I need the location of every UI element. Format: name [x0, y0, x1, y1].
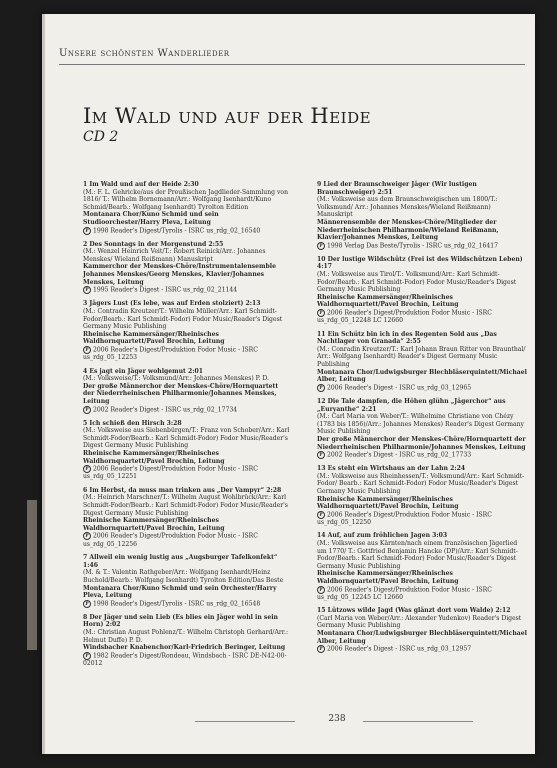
phonogram-icon: P — [317, 242, 325, 250]
track-title: 15 Lützows wilde Jagd (Was glänzt dort vom Walde) 2:12 — [317, 607, 511, 615]
track-credits: (M.: Volksweise aus Tirol/T.: Volksmund/Arr.: Karl Schmidt-Fodor/Bearb.: Karl Schmidt-Fodor) Fodor Music/Reader's Digest Germany Music Publishing — [317, 271, 517, 294]
track-entry — [83, 487, 291, 548]
track-performer: Rheinische Kammersänger/Rheinisches Waldhornquartett/Pavel Brochin, Leitung — [83, 330, 225, 346]
phonogram-icon: P — [83, 532, 91, 540]
page-number: 238 — [328, 714, 346, 724]
phonogram-icon: P — [83, 652, 91, 660]
track-release-text: 1995 Reader's Digest - ISRC us_rdg_02_21144 — [93, 286, 238, 294]
booklet-page — [42, 14, 535, 754]
cd-label: CD 2 — [83, 129, 119, 145]
track-release — [83, 346, 291, 362]
track-credits: (M.: Conradin Kreutzer/T.: Karl Johann Braun Ritter von Braunthal/ Arr.: Wolfgang Isenhardt) Reader's Digest Germany Music Publishing — [317, 345, 526, 369]
track-performer: Rheinische Kammersänger/Rheinisches Waldhornquartett/Pavel Brochin, Leitung — [83, 450, 225, 465]
track-performer: Der große Männerchor der Menskes-Chöre/Hornquartett der Niederrheinischen Philharmonie/Johannes Menskes, Leitung — [83, 382, 279, 405]
track-release-text: 2006 Reader's Digest/Produktion Fodor Music - ISRC us_rdg_05_12253 — [83, 346, 258, 361]
track-performer: Kammerchor der Menskes-Chöre/Instrumentalensemble Johannes Menskes/Georg Menskes, Klavier/Johannes Menskes, Leitung — [83, 263, 276, 286]
phonogram-icon: P — [83, 286, 91, 294]
track-release — [317, 586, 527, 602]
track-release — [317, 384, 527, 392]
track-credits: (M.: Volksweise aus Kärnten/nach einem französischen Jägerlied um 1770/ T.: Gottfried Benjamin Hancke (DP)/Arr.: Karl Schmidt-Fodor/Bearb.: Karl Schmidt-Fodor) Fodor Music/Reader's Digest Germany Music Publishing — [317, 540, 518, 570]
track-entry — [317, 607, 527, 653]
track-release — [317, 511, 527, 527]
track-release-text: 2006 Reader's Digest/Produktion Fodor Music - ISRC us_rdg_05_12256 — [83, 532, 258, 548]
track-entry — [83, 420, 291, 481]
track-column-left — [83, 181, 291, 673]
track-release — [83, 286, 291, 294]
track-entry — [317, 331, 527, 392]
track-entry — [83, 554, 291, 608]
track-performer: Montanara Chor/Ludwigsburger Blechbläserquintett/Michael Alber, Leitung — [317, 368, 527, 384]
track-performer: Rheinische Kammersänger/Rheinisches Waldhornquartett/Pavel Brochin, Leitung — [317, 293, 459, 309]
track-credits: (M.: Volksweise aus Rheinhessen/T.: Volksmund/Arr.: Karl Schmidt-Fodor/ Bearb.: Karl Schmidt-Fodor) Fodor Music/Reader's Digest Germany Music Publishing — [317, 472, 525, 495]
footer-rule-right — [363, 721, 473, 722]
track-entry — [83, 241, 291, 295]
track-entry — [317, 398, 527, 459]
track-credits: (M.: Volksweise aus Siebenbürgen/T.: Franz von Schober/Arr.: Karl Schmidt-Fodor/Bearb.: Karl Schmidt-Fodor) Fodor Music/Reader's Digest Germany Music Publishing — [83, 427, 290, 450]
track-credits: (Carl Maria von Weber/Arr.: Alexander Yudenkov) Reader's Digest Germany Music Publishing — [317, 614, 522, 630]
track-credits: (M.: Christian August Pohlenz/T.: Wilhelm Christoph Gerhard/Arr.: Helmut Duffe) P. D. — [83, 628, 289, 644]
track-performer: Windsbacher Knabenchor/Karl-Friedrich Beringer, Leitung — [83, 644, 286, 652]
track-release-text: 1998 Reader's Digest/Tyrolis - ISRC us_rdg_02_16540 — [93, 227, 261, 235]
track-release-text: 2002 Reader's Digest - ISRC us_rdg_02_17733 — [327, 451, 472, 459]
track-release-text: 2006 Reader's Digest/Produktion Fodor Music - ISRC us_rdg_05_12248 LC 12660 — [317, 309, 492, 325]
track-release — [317, 309, 527, 325]
bookmark-ribbon — [27, 500, 37, 650]
track-performer: Rheinische Kammersänger/Rheinisches Waldhornquartett/Pavel Brochin, Leitung — [317, 570, 459, 585]
track-entry — [83, 300, 291, 361]
track-performer: Montanara Chor/Kuno Schmid und sein Studioorchester/Harry Pleva, Leitung — [83, 211, 219, 226]
track-release — [317, 645, 527, 653]
phonogram-icon: P — [317, 451, 325, 459]
page-title: Im Wald und auf der Heide — [83, 104, 372, 128]
track-release — [83, 227, 291, 235]
track-performer: Der große Männerchor der Menskes-Chöre/Hornquartett der Niederrheinischen Philharmonie/Johannes Menskes, Leitung — [317, 435, 526, 451]
track-title: 2 Des Sonntags in der Morgenstund 2:55 — [83, 240, 224, 248]
track-entry — [83, 368, 291, 414]
track-entry — [83, 614, 291, 668]
track-entry — [317, 256, 527, 325]
track-credits: (M.: Wenzel Heinrich Veit/T.: Robert Reinick/Arr.: Johannes Menskes/ Wieland Reißmann) Manuskript — [83, 248, 266, 263]
track-credits: (M.: Volksweise aus dem Braunschweigischen um 1800/T.: Volksmund/ Arr.: Johannes Menskes/Wieland Reißmann) Manuskript — [317, 196, 498, 219]
phonogram-icon: P — [83, 346, 91, 354]
phonogram-icon: P — [317, 586, 325, 594]
track-release-text: 2002 Reader's Digest - ISRC us_rdg_02_17734 — [93, 406, 238, 414]
track-credits: (M.: Carl Maria von Weber/T.: Wilhelmine Christiane von Chézy (1783 bis 1856)/Arr.: Johannes Menskes) Reader's Digest Germany Music Publishing — [317, 413, 524, 436]
track-release-text: 1982 Reader's Digest/Rondeau, Windsbach - ISRC DE-N42-00-02012 — [83, 652, 287, 667]
track-title: 12 Die Tale dampfen, die Höhen glühn „Jägerchor“ aus „Euryanthe“ 2:21 — [317, 397, 506, 413]
track-release — [317, 451, 527, 459]
phonogram-icon: P — [317, 645, 325, 653]
track-credits: (M.: F. L. Gehricke/aus der Preußischen Jagdlieder-Sammlung von 1816/ T.: Wilhelm Bornemann/Arr.: Wolfgang Isenhardt/Kuno Schmid/Bearb.: Wolfgang Isenhardt) Tyrolton Edition — [83, 188, 289, 211]
header-rule — [59, 64, 525, 65]
track-title: 5 Ich schieß den Hirsch 3:28 — [83, 419, 182, 427]
track-title: 8 Der Jäger und sein Lieb (Es blies ein Jäger wohl in sein Horn) 2:02 — [83, 613, 278, 629]
track-title: 1 Im Wald und auf der Heide 2:30 — [83, 181, 199, 188]
track-performer: Männerensemble der Menskes-Chöre/Mitglieder der Niederrheinischen Philharmonie/Wieland Reißmann, Klavier/Johannes Menskes, Leitung — [317, 218, 499, 242]
track-title: 6 Im Herbst, da muss man trinken aus „Der Vampyr“ 2:28 — [83, 486, 282, 494]
track-title: 14 Auf, auf zum fröhlichen Jagen 3:03 — [317, 532, 448, 540]
phonogram-icon: P — [317, 384, 325, 392]
running-head: Unsere schönsten Wanderlieder — [59, 48, 230, 59]
track-release-text: 1998 Reader's Digest/Tyrolis - ISRC us_rdg_02_16548 — [93, 600, 261, 608]
phonogram-icon: P — [83, 406, 91, 414]
phonogram-icon: P — [317, 309, 325, 317]
track-performer: Montanara Chor/Kuno Schmid und sein Orchester/Harry Pleva, Leitung — [83, 584, 277, 600]
track-title: 10 Der lustige Wildschütz (Frei ist des Wildschützen Leben) 4:17 — [317, 255, 523, 271]
track-release-text: 2006 Reader's Digest/Produktion Fodor Music - ISRC us_rdg_05_12245 LC 12660 — [317, 586, 492, 601]
track-release — [83, 465, 291, 481]
track-release-text: 2006 Reader's Digest/Produktion Fodor Music - ISRC us_rdg_05_12250 — [317, 511, 492, 526]
footer-rule-left — [195, 721, 295, 722]
track-performer: Rheinische Kammersänger/Rheinisches Waldhornquartett/Pavel Brochin, Leitung — [317, 495, 459, 511]
track-release — [83, 532, 291, 548]
track-title: 7 Allweil ein wenig lustig aus „Augsburger Tafelkonfekt“ 1:46 — [83, 554, 278, 569]
track-title: 11 Ein Schütz bin ich in des Regenten Sold aus „Das Nachtlager von Granada“ 2:55 — [317, 330, 497, 346]
track-title: 4 Es jagt ein Jäger wohlgemut 2:01 — [83, 367, 203, 375]
phonogram-icon: P — [317, 511, 325, 519]
track-credits: (M.: Volksweise/T.: Volksmund/Arr.: Johannes Menskes) P. D. — [83, 375, 269, 383]
track-release-text: 1998 Verlag Das Beste/Tyrolis - ISRC us_rdg_02_16417 — [327, 242, 498, 250]
track-entry — [83, 181, 291, 235]
track-credits: (M.: Heinrich Marschner/T.: Wilhelm August Wohlbrück/Arr.: Karl Schmidt-Fodor/Bearb.: Karl Schmidt-Fodor) Fodor Music/Reader's Digest Germany Music Publishing — [83, 494, 288, 517]
track-entry — [317, 181, 527, 250]
track-release — [317, 242, 527, 250]
track-credits: (M. & T.: Valentin Rathgeber/Arr.: Wolfgang Isenhardt/Heinz Buchold/Bearb.: Wolfgang Isenhardt) Tyrolton Edition/Das Beste — [83, 569, 284, 584]
track-title: 9 Lied der Braunschweiger Jäger (Wir lustigen Braunschweiger) 2:51 — [317, 181, 477, 196]
track-release-text: 2006 Reader's Digest/Produktion Fodor Music - ISRC us_rdg_05_12251 — [83, 465, 258, 481]
phonogram-icon: P — [83, 227, 91, 235]
phonogram-icon: P — [83, 600, 91, 608]
track-release — [83, 652, 291, 668]
track-entry — [317, 465, 527, 526]
phonogram-icon: P — [83, 465, 91, 473]
track-performer: Montanara Chor/Ludwigsburger Blechbläserquintett/Michael Alber, Leitung — [317, 630, 527, 645]
track-release-text: 2006 Reader's Digest - ISRC us_rdg_03_12965 — [327, 384, 472, 392]
track-performer: Rheinische Kammersänger/Rheinisches Waldhornquartett/Pavel Brochin, Leitung — [83, 517, 225, 532]
track-title: 3 Jägers Lust (Es lebe, was auf Erden stolziert) 2:13 — [83, 300, 261, 308]
track-credits: (M.: Contradin Kreutzer/T.: Wilhelm Müller/Arr.: Karl Schmidt-Fodor/Bearb.: Karl Schmidt-Fodor) Fodor Music/Reader's Digest Germany Music Publishing — [83, 307, 283, 331]
track-column-right — [317, 181, 527, 659]
track-release — [83, 600, 291, 608]
track-release — [83, 406, 291, 414]
track-release-text: 2006 Reader's Digest - ISRC us_rdg_03_12957 — [327, 645, 472, 653]
track-title: 13 Es steht ein Wirtshaus an der Lahn 2:24 — [317, 465, 466, 473]
track-entry — [317, 532, 527, 601]
